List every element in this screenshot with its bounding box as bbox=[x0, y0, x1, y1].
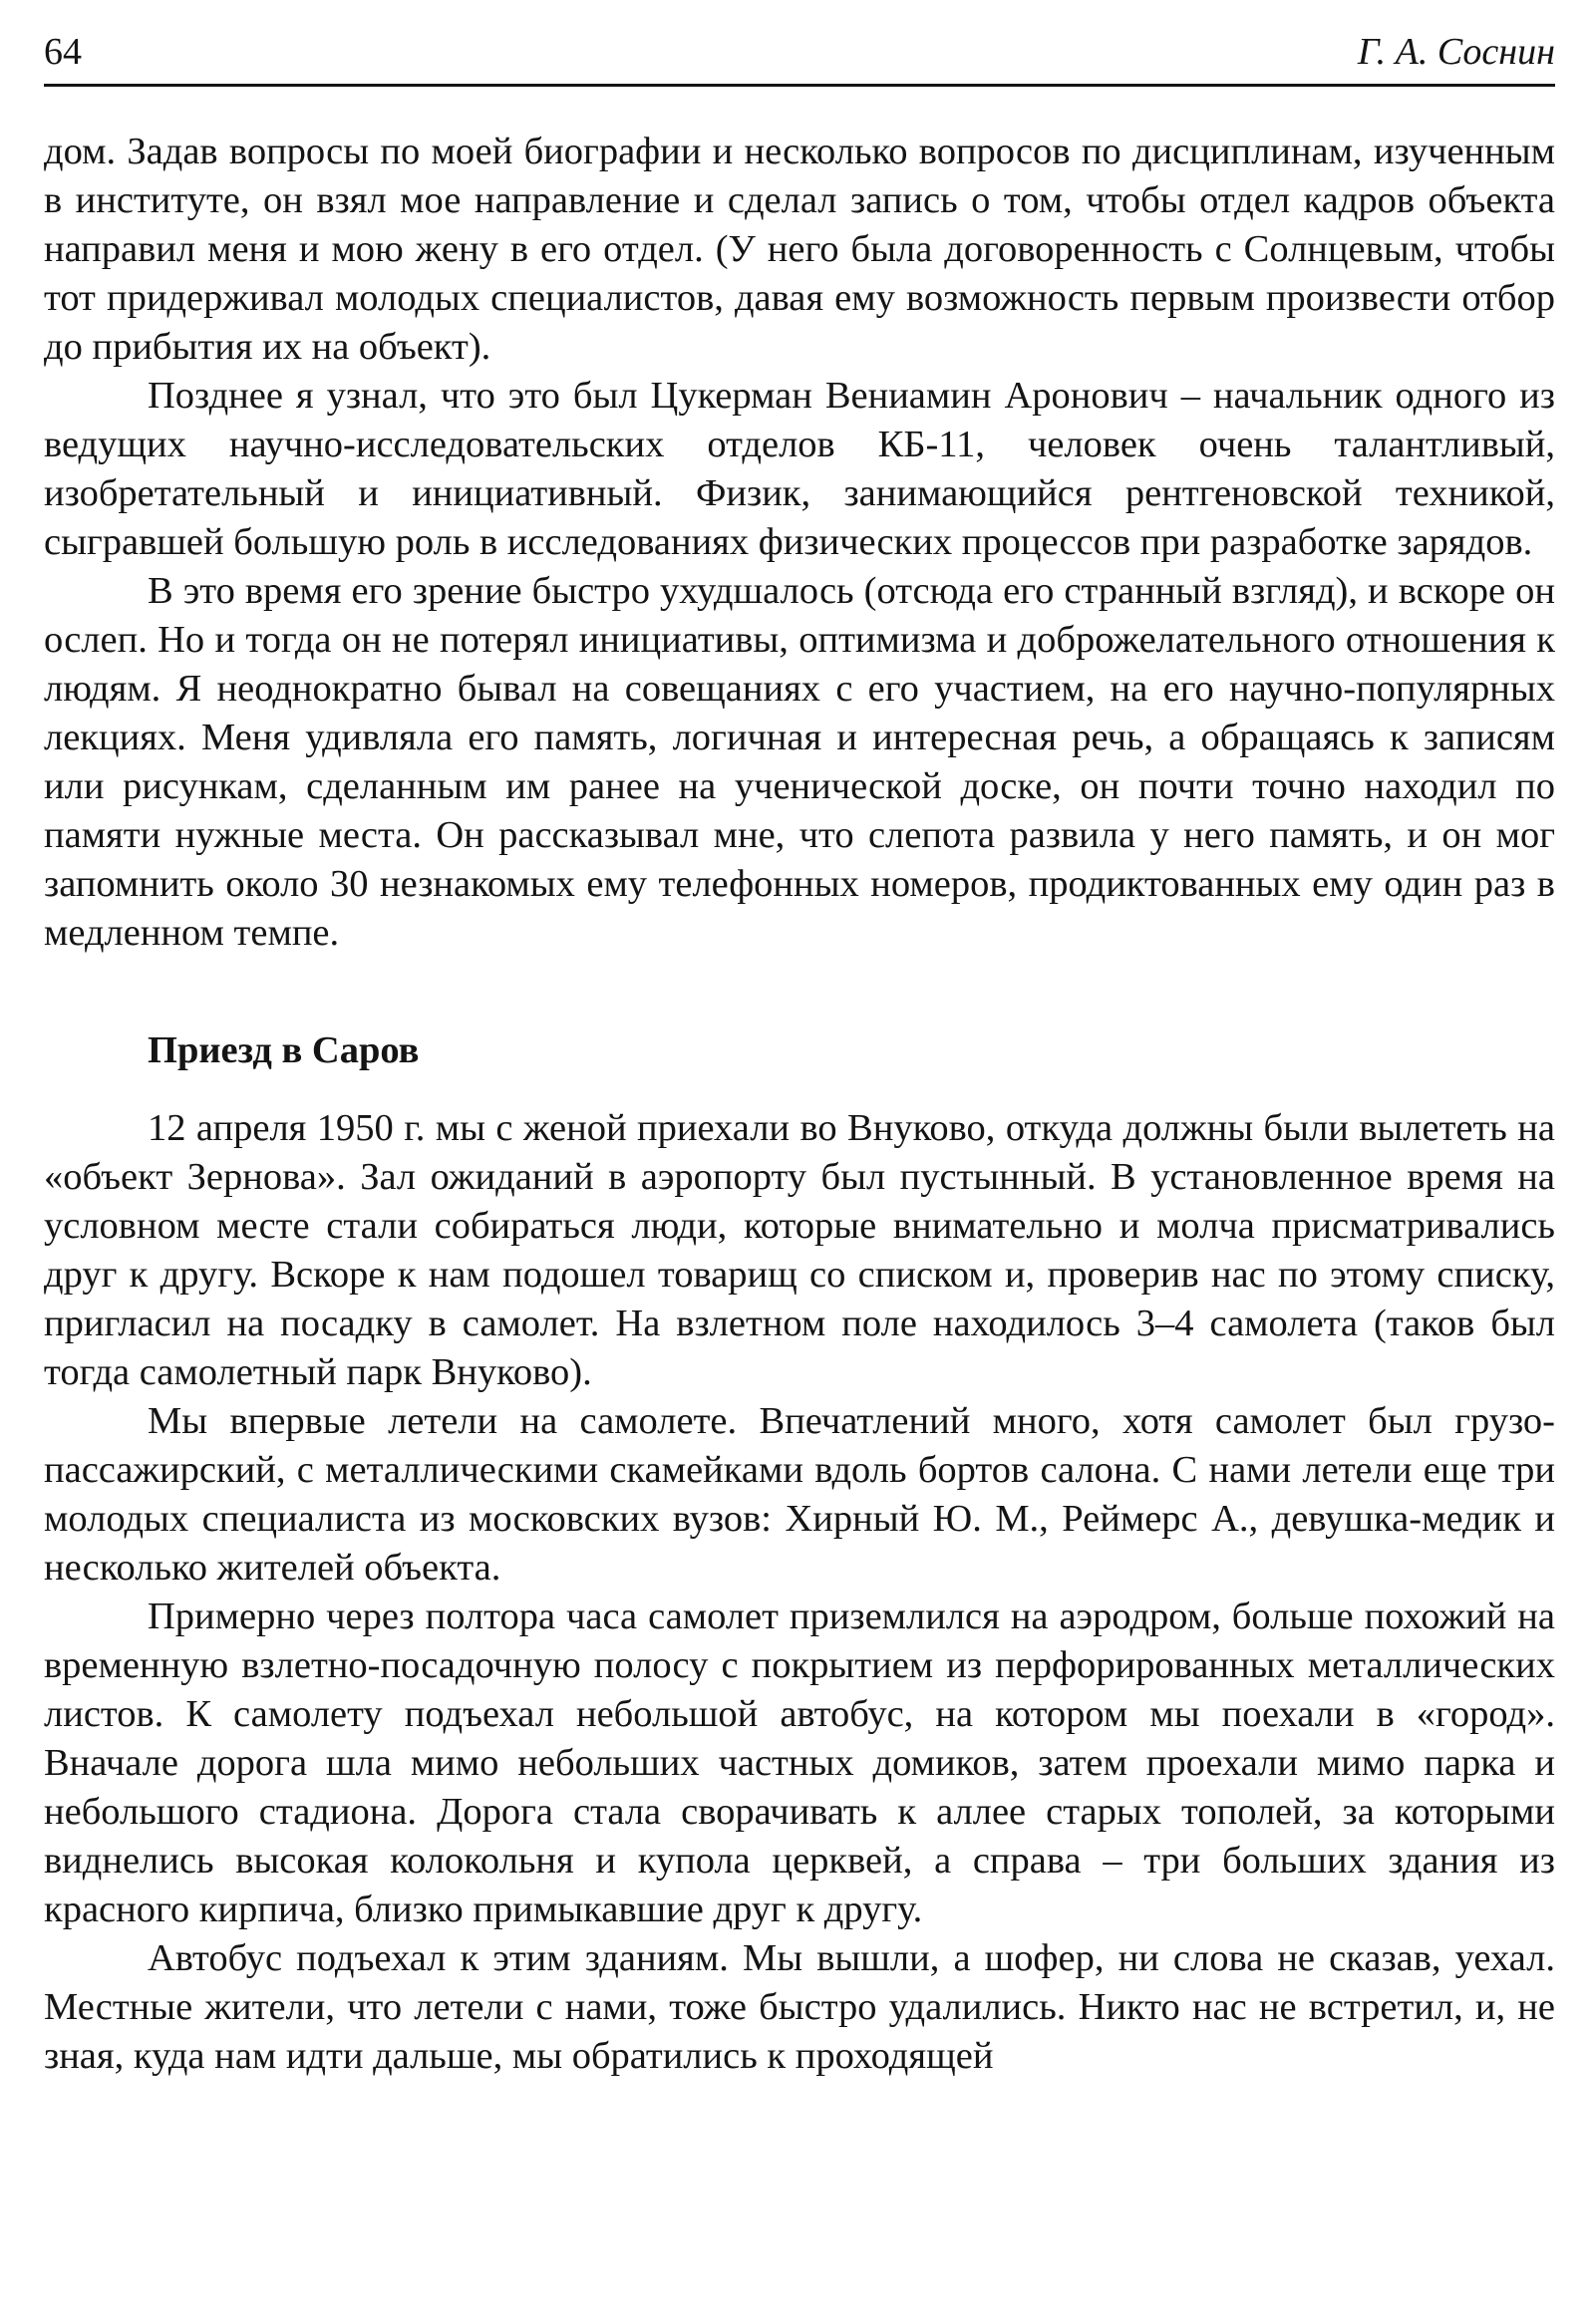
body-text bbox=[44, 128, 1555, 2081]
header-rule bbox=[44, 84, 1555, 87]
paragraph: Мы впервые летели на самолете. Впечатлений много, хотя самолет был грузо-пассажирский, с металлическими скамейками вдоль бортов салона. С нами летели еще три молодых специалиста из московских вузов: Хирный Ю. М., Реймерс А., девушка-медик и несколько жителей объекта. bbox=[44, 1400, 1555, 1589]
page-number: 64 bbox=[44, 31, 82, 73]
paragraph: Примерно через полтора часа самолет приземлился на аэродром, больше похожий на временную взлетно-посадочную полосу с покрытием из перфорированных металлических листов. К самолету подъехал небольшой автобус, на котором мы поехали в «город». Вначале дорога шла мимо небольших частных домиков, затем проехали мимо парка и небольшого стадиона. Дорога стала сворачивать к аллее старых тополей, за которыми виднелись высокая колокольня и купола церквей, а справа – три больших здания из красного кирпича, близко примыкавшие друг к другу. bbox=[44, 1596, 1555, 1930]
paragraph: 12 апреля 1950 г. мы с женой приехали во Внуково, откуда должны были вылететь на «объект Зернова». Зал ожиданий в аэропорту был пустынный. В установленное время на условном месте стали собираться люди, которые внимательно и молча присматривались друг к другу. Вскоре к нам подошел товарищ со списком и, проверив нас по этому списку, пригласил на посадку в самолет. На взлетном поле находилось 3–4 самолета (таков был тогда самолетный парк Внуково). bbox=[44, 1107, 1555, 1393]
section-heading: Приезд в Саров bbox=[148, 1029, 420, 1071]
paragraph: Автобус подъехал к этим зданиям. Мы вышли, а шофер, ни слова не сказав, уехал. Местные жители, что летели с нами, тоже быстро удалились. Никто нас не встретил, и, не зная, куда нам идти дальше, мы обратились к проходящей bbox=[44, 1937, 1555, 2077]
paragraph: В это время его зрение быстро ухудшалось (отсюда его странный взгляд), и вскоре он ослеп. Но и тогда он не потерял инициативы, оптимизма и доброжелательного отношения к людям. Я неоднократно бывал на совещаниях с его участием, на его научно-популярных лекциях. Меня удивляла его память, логичная и интересная речь, а обращаясь к записям или рисункам, сделанным им ранее на ученической доске, он почти точно находил по памяти нужные места. Он рассказывал мне, что слепота развила у него память, и он мог запомнить около 30 незнакомых ему телефонных номеров, продиктованных ему один раз в медленном темпе. bbox=[44, 570, 1555, 954]
paragraph-continued: дом. Задав вопросы по моей биографии и несколько вопросов по дисциплинам, изученным в институте, он взял мое направление и сделал запись о том, чтобы отдел кадров объекта направил меня и мою жену в его отдел. (У него была договоренность с Солнцевым, чтобы тот придерживал молодых специалистов, давая ему возможность первым произвести отбор до прибытия их на объект). bbox=[44, 131, 1555, 368]
running-head bbox=[44, 26, 1555, 78]
paragraph: Позднее я узнал, что это был Цукерман Вениамин Аронович – начальник одного из ведущих научно-исследовательских отделов КБ-11, человек очень талантливый, изобретательный и инициативный. Физик, занимающийся рентгеновской техникой, сыгравшей большую роль в исследованиях физических процессов при разработке зарядов. bbox=[44, 375, 1555, 563]
running-head-author: Г. А. Соснин bbox=[1357, 31, 1555, 73]
